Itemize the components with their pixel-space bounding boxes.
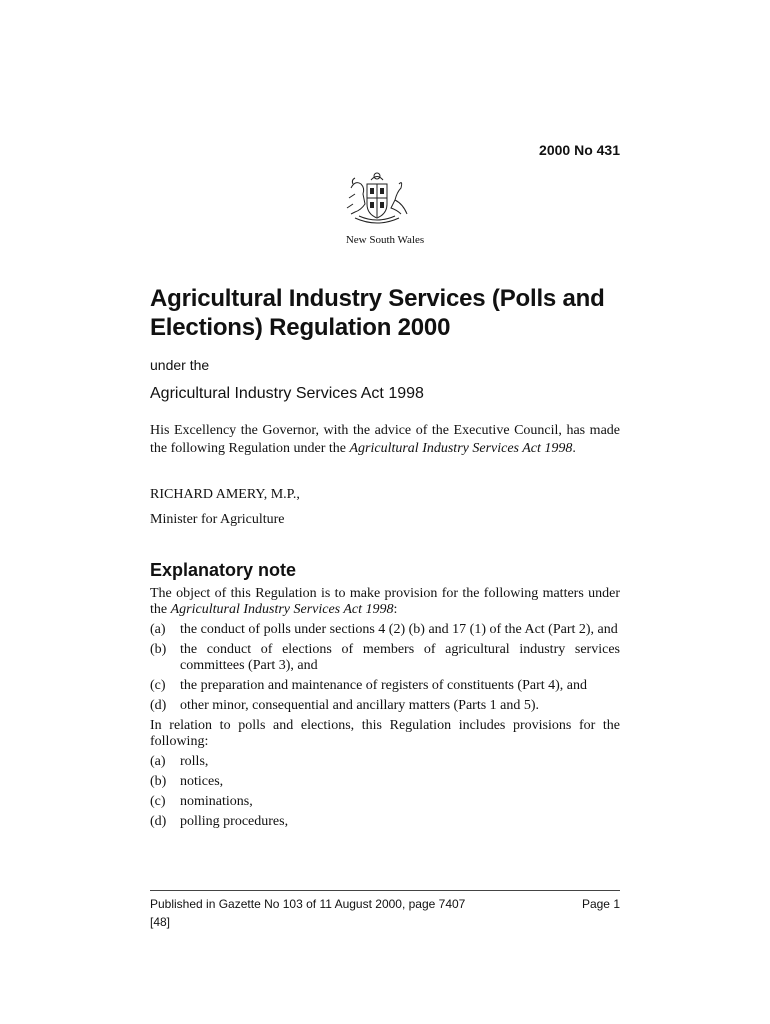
list-item-text: notices,	[180, 774, 224, 789]
footer-divider	[150, 890, 620, 891]
list-item	[150, 754, 620, 770]
list-item-text: the conduct of elections of members of agricultural industry services committees (Part 3), and	[180, 642, 620, 673]
minister-title: Minister for Agriculture	[150, 512, 285, 527]
list-item-text: polling procedures,	[180, 814, 289, 829]
intro-act-title: Agricultural Industry Services Act 1998	[170, 602, 394, 617]
page-number: Page 1	[581, 897, 620, 911]
list-item-label: (b)	[150, 642, 167, 657]
preamble-text: His Excellency the Governor, with the advice of the Executive Council, has made the following Regulation under the	[150, 423, 620, 456]
list-item-label: (c)	[150, 678, 166, 693]
list-item	[150, 678, 620, 694]
list-item-text: nominations,	[180, 794, 253, 809]
list-item-label: (a)	[150, 622, 166, 637]
list-item-label: (a)	[150, 754, 166, 769]
list-item-label: (c)	[150, 794, 166, 809]
matters-list	[150, 622, 620, 718]
act-number: 2000 No 431	[539, 142, 620, 158]
preamble-act-title: Agricultural Industry Services Act 1998	[349, 441, 573, 456]
explanatory-note-heading: Explanatory note	[150, 560, 297, 580]
document-code: [48]	[150, 915, 171, 929]
nsw-coat-of-arms-icon	[341, 170, 413, 230]
explanatory-note-intro	[150, 586, 620, 618]
minister-name: RICHARD AMERY, M.P.,	[150, 487, 300, 502]
list-item-text: rolls,	[180, 754, 209, 769]
list-item	[150, 642, 620, 674]
list-item-text: the preparation and maintenance of registers of constituents (Part 4), and	[180, 678, 588, 693]
document-title: Agricultural Industry Services (Polls and Elections) Regulation 2000	[150, 285, 605, 341]
list-item-label: (d)	[150, 814, 167, 829]
list-item-label: (d)	[150, 698, 167, 713]
preamble-end: .	[572, 441, 576, 456]
intro-text: The object of this Regulation is to make provision for the following matters under the	[150, 586, 620, 617]
list-item-text: other minor, consequential and ancillary matters (Parts 1 and 5).	[180, 698, 540, 713]
elections-list	[150, 754, 620, 834]
list-item-text: the conduct of polls under sections 4 (2) (b) and 17 (1) of the Act (Part 2), and	[180, 622, 618, 637]
state-name: New South Wales	[345, 234, 425, 246]
list-item-label: (b)	[150, 774, 167, 789]
gazette-reference: Published in Gazette No 103 of 11 August 2000, page 7407	[150, 897, 466, 911]
act-name: Agricultural Industry Services Act 1998	[150, 385, 424, 402]
list-item	[150, 814, 620, 830]
preamble	[150, 422, 620, 458]
list-item	[150, 698, 620, 714]
list-item	[150, 622, 620, 638]
intro-end: :	[393, 602, 398, 617]
list-item	[150, 774, 620, 790]
list-item	[150, 794, 620, 810]
under-the-label: under the	[150, 357, 210, 373]
elections-intro: In relation to polls and elections, this Regulation includes provisions for the following:	[150, 718, 620, 749]
